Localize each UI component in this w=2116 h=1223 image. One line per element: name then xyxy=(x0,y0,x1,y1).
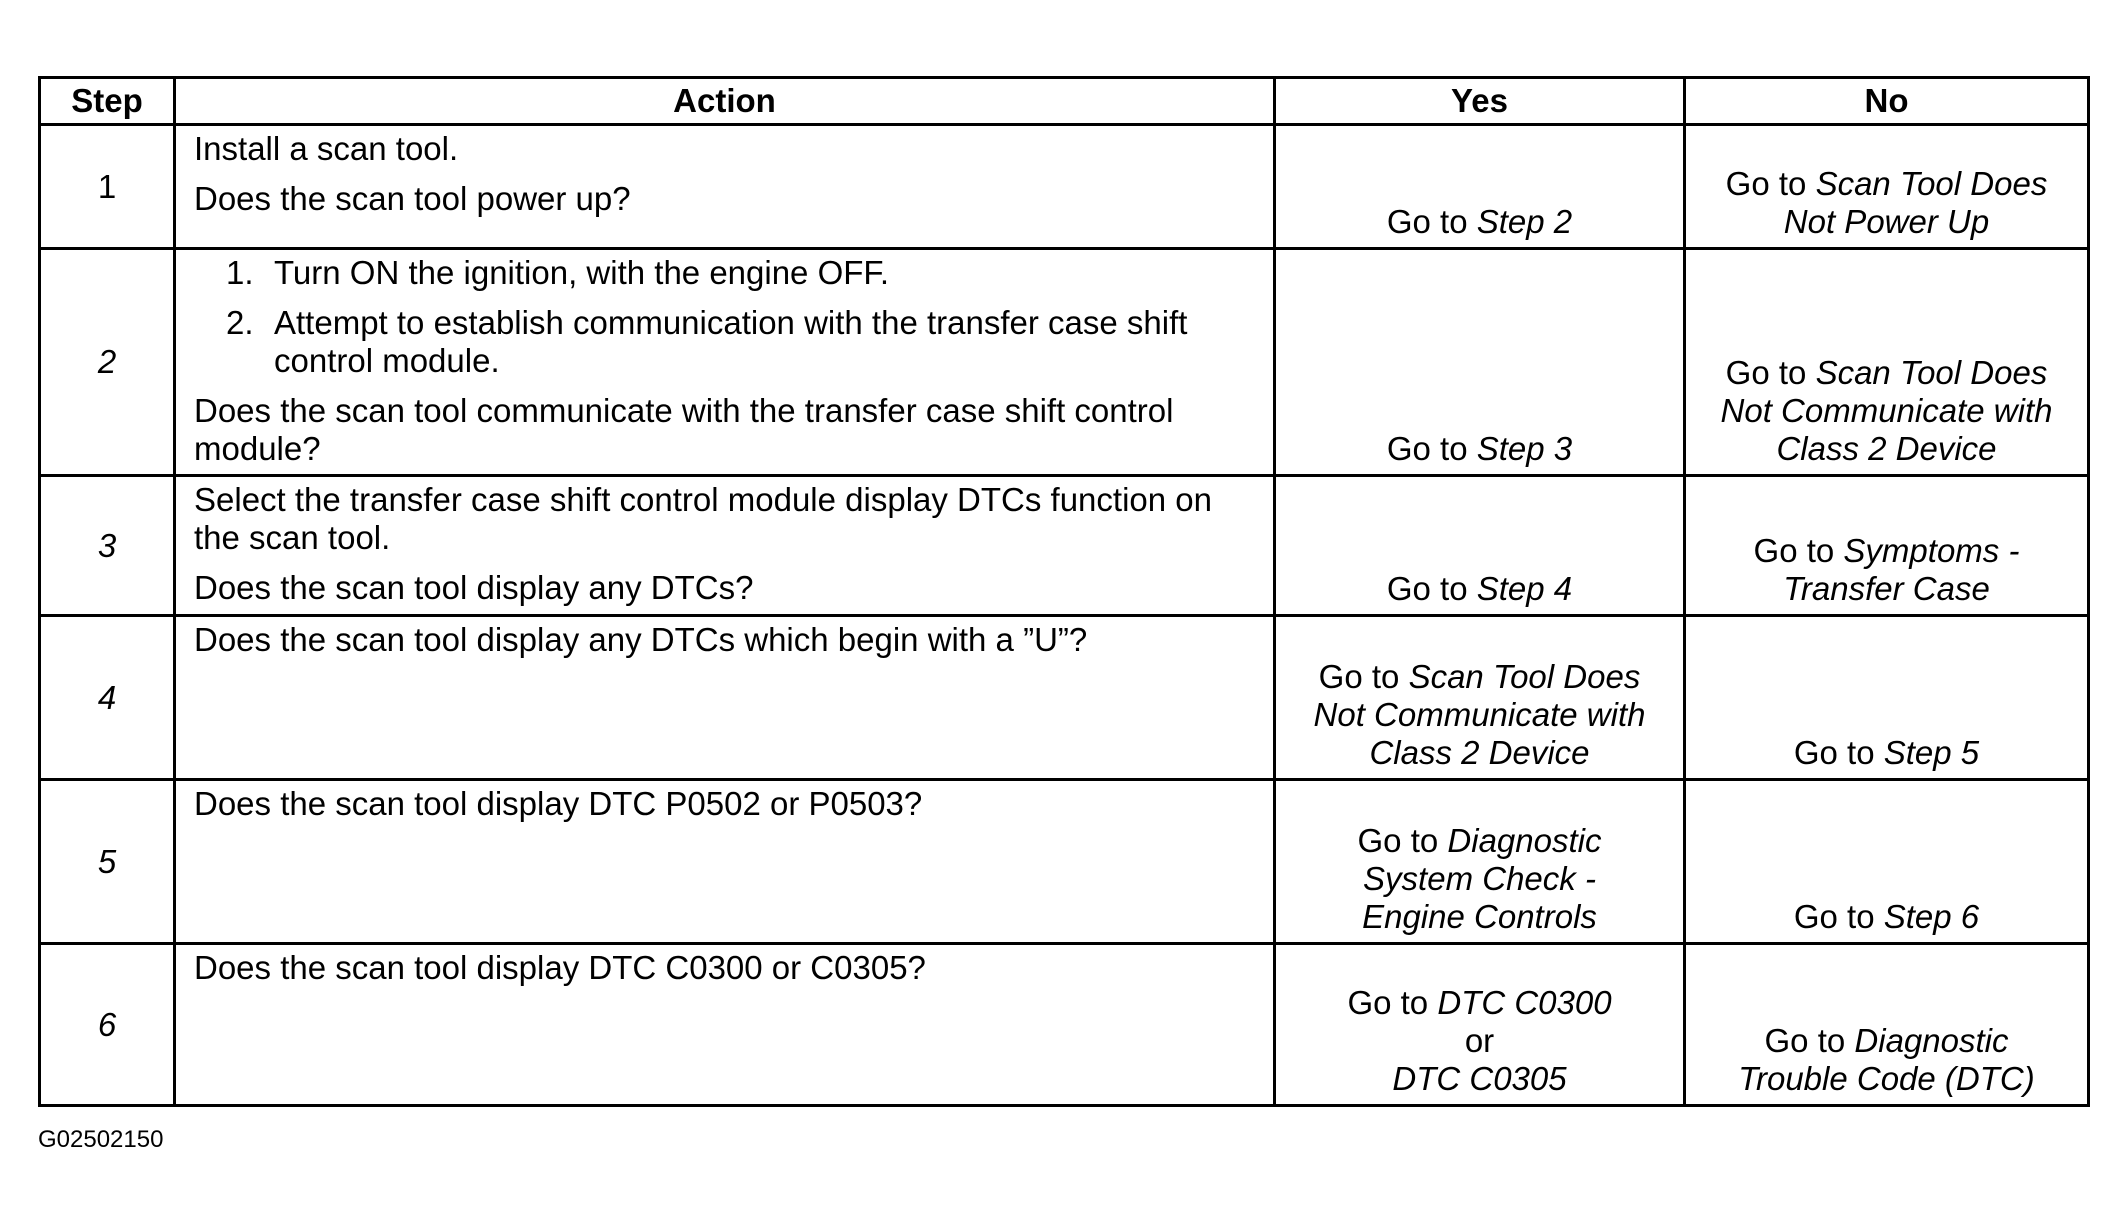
ref-line: Symptoms - xyxy=(1843,532,2020,569)
ref-line: Transfer Case xyxy=(1783,570,1990,607)
action-text: Install a scan tool. xyxy=(194,130,459,167)
goto-prefix: Go to xyxy=(1347,984,1429,1021)
step-ref: Step 5 xyxy=(1883,734,1980,771)
yes-cell xyxy=(1275,249,1685,476)
ref-line: Diagnostic xyxy=(1854,1022,2009,1059)
goto-prefix: Go to xyxy=(1764,1022,1846,1059)
action-cell xyxy=(175,944,1275,1106)
ref-line: DTC C0305 xyxy=(1392,1060,1567,1097)
figure-id: G02502150 xyxy=(38,1126,164,1153)
goto-prefix: Go to xyxy=(1753,532,1835,569)
step-number: 5 xyxy=(40,780,175,944)
header-action: Action xyxy=(175,78,1275,125)
action-question: Does the scan tool display any DTCs? xyxy=(194,569,754,606)
step-ref: Step 4 xyxy=(1476,570,1573,607)
ref-line: Scan Tool Does xyxy=(1815,354,2048,391)
ref-line: Class 2 Device xyxy=(1776,430,1997,467)
action-cell xyxy=(175,780,1275,944)
goto-prefix: Go to xyxy=(1318,658,1400,695)
header-step: Step xyxy=(40,78,175,125)
step-ref: Step 2 xyxy=(1476,203,1573,240)
table-row xyxy=(40,944,2089,1106)
action-text: Select the transfer case shift control module display DTCs function on the scan tool. xyxy=(194,481,1212,556)
diagnostic-table xyxy=(38,76,2090,1107)
step-ref: Step 6 xyxy=(1883,898,1980,935)
goto-prefix: Go to xyxy=(1725,165,1807,202)
goto-prefix: Go to xyxy=(1386,203,1468,240)
step-number: 1 xyxy=(40,125,175,249)
ref-line: Not Power Up xyxy=(1783,203,1990,240)
action-question: Does the scan tool display DTC P0502 or P0503? xyxy=(194,785,923,822)
goto-prefix: Go to xyxy=(1386,430,1468,467)
goto-prefix: Go to xyxy=(1357,822,1439,859)
goto-prefix: Go to xyxy=(1793,734,1875,771)
action-cell xyxy=(175,249,1275,476)
yes-cell xyxy=(1275,616,1685,780)
ref-line: Trouble Code (DTC) xyxy=(1738,1060,2035,1097)
no-cell xyxy=(1685,249,2089,476)
list-item xyxy=(194,254,1255,292)
action-cell xyxy=(175,616,1275,780)
yes-cell xyxy=(1275,125,1685,249)
list-number: 1. xyxy=(226,254,254,291)
no-cell xyxy=(1685,616,2089,780)
table-row xyxy=(40,780,2089,944)
ref-line: Diagnostic xyxy=(1447,822,1602,859)
no-cell xyxy=(1685,476,2089,616)
no-cell xyxy=(1685,780,2089,944)
list-number: 2. xyxy=(226,304,254,341)
action-cell xyxy=(175,476,1275,616)
action-question: Does the scan tool power up? xyxy=(194,180,631,217)
list-item xyxy=(194,304,1255,380)
table-row xyxy=(40,476,2089,616)
table-row xyxy=(40,125,2089,249)
yes-cell xyxy=(1275,944,1685,1106)
or-text: or xyxy=(1464,1022,1495,1059)
header-no: No xyxy=(1685,78,2089,125)
header-row xyxy=(40,78,2089,125)
yes-cell xyxy=(1275,780,1685,944)
goto-prefix: Go to xyxy=(1793,898,1875,935)
table-row xyxy=(40,249,2089,476)
yes-cell xyxy=(1275,476,1685,616)
ref-line: DTC C0300 xyxy=(1437,984,1612,1021)
step-number: 6 xyxy=(40,944,175,1106)
action-cell xyxy=(175,125,1275,249)
list-text: Attempt to establish communication with the transfer case shift control module. xyxy=(274,304,1188,379)
step-number: 4 xyxy=(40,616,175,780)
step-ref: Step 3 xyxy=(1476,430,1573,467)
action-question: Does the scan tool display any DTCs which begin with a ”U”? xyxy=(194,621,1088,658)
ref-line: Class 2 Device xyxy=(1369,734,1590,771)
action-steps-list xyxy=(194,254,1255,380)
step-number: 3 xyxy=(40,476,175,616)
no-cell xyxy=(1685,944,2089,1106)
ref-line: Engine Controls xyxy=(1362,898,1597,935)
ref-line: Scan Tool Does xyxy=(1408,658,1641,695)
action-question: Does the scan tool communicate with the transfer case shift control module? xyxy=(194,392,1174,467)
no-cell xyxy=(1685,125,2089,249)
ref-line: Scan Tool Does xyxy=(1815,165,2048,202)
header-yes: Yes xyxy=(1275,78,1685,125)
ref-line: System Check - xyxy=(1363,860,1596,897)
ref-line: Not Communicate with xyxy=(1720,392,2053,429)
step-number: 2 xyxy=(40,249,175,476)
list-text: Turn ON the ignition, with the engine OFF. xyxy=(274,254,890,291)
action-question: Does the scan tool display DTC C0300 or C0305? xyxy=(194,949,926,986)
goto-prefix: Go to xyxy=(1386,570,1468,607)
ref-line: Not Communicate with xyxy=(1313,696,1646,733)
table-row xyxy=(40,616,2089,780)
goto-prefix: Go to xyxy=(1725,354,1807,391)
